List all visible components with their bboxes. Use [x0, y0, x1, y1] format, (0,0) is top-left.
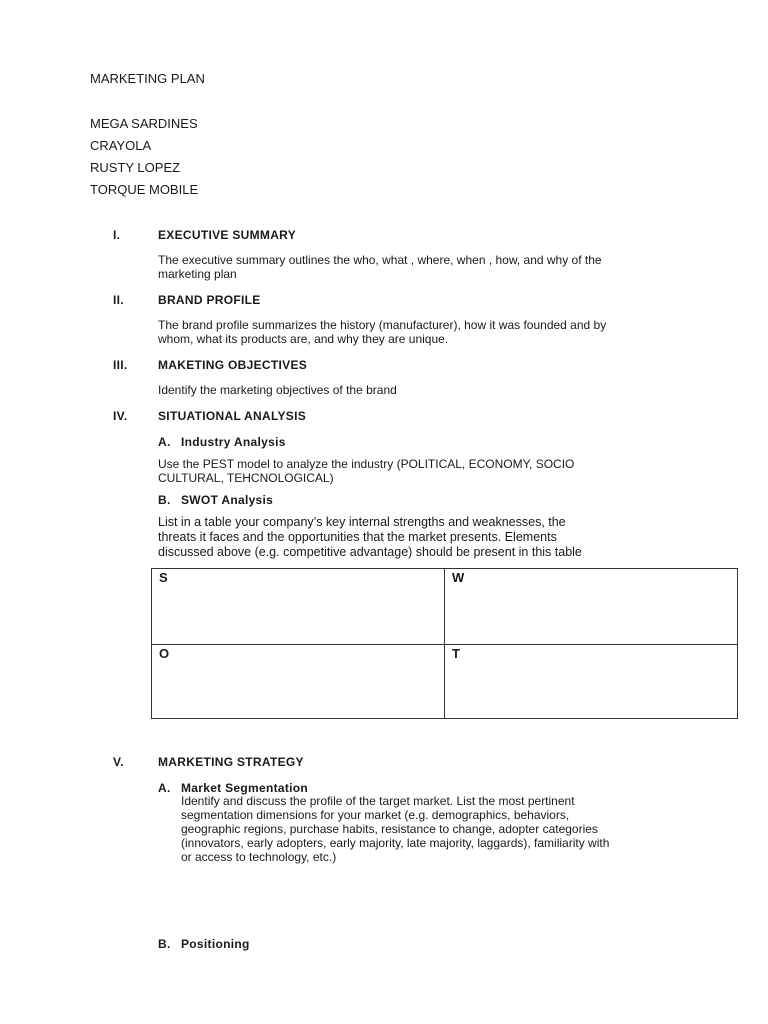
brand-name: TORQUE MOBILE	[90, 182, 199, 197]
section-body-line: marketing plan	[158, 267, 237, 281]
subsection-body-line: Use the PEST model to analyze the industry (POLITICAL, ECONOMY, SOCIO	[158, 457, 575, 471]
subsection-body-line: Identify and discuss the profile of the target market. List the most pertinent	[181, 794, 575, 808]
subsection-heading: SWOT Analysis	[181, 493, 274, 507]
subsection-body-line: geographic regions, purchase habits, resistance to change, adopter categories	[181, 822, 598, 836]
subsection-label: A.	[158, 781, 171, 795]
section-body-line: The brand profile summarizes the history (manufacturer), how it was founded and by	[158, 318, 607, 332]
subsection-body-line: discussed above (e.g. competitive advantage) should be present in this table	[158, 545, 582, 559]
subsection-label: B.	[158, 937, 171, 951]
brand-name: CRAYOLA	[90, 138, 152, 153]
swot-threats-label: T	[452, 646, 460, 661]
section-heading: MAKETING OBJECTIVES	[158, 358, 308, 372]
subsection-body-line: (innovators, early adopters, early majority, late majority, laggards), familiarity with	[181, 836, 610, 850]
swot-weaknesses-label: W	[452, 570, 465, 585]
swot-table	[151, 568, 738, 719]
brand-name: RUSTY LOPEZ	[90, 160, 181, 175]
section-heading: EXECUTIVE SUMMARY	[158, 228, 297, 242]
subsection-body-line: threats it faces and the opportunities that the market presents. Elements	[158, 530, 557, 544]
subsection-body-line: CULTURAL, TEHCNOLOGICAL)	[158, 471, 334, 485]
section-heading: MARKETING STRATEGY	[158, 755, 304, 769]
subsection-heading: Industry Analysis	[181, 435, 286, 449]
table-divider	[152, 644, 737, 645]
section-number: III.	[113, 358, 128, 372]
document-title: MARKETING PLAN	[90, 71, 205, 86]
section-number: IV.	[113, 409, 128, 423]
section-number: II.	[113, 293, 124, 307]
subsection-body-line: List in a table your company’s key internal strengths and weaknesses, the	[158, 515, 566, 529]
section-body-line: Identify the marketing objectives of the brand	[158, 383, 397, 397]
subsection-body-line: or access to technology, etc.)	[181, 850, 337, 864]
section-number: I.	[113, 228, 121, 242]
subsection-label: B.	[158, 493, 171, 507]
section-body-line: The executive summary outlines the who, what , where, when , how, and why of the	[158, 253, 602, 267]
subsection-body-line: segmentation dimensions for your market (e.g. demographics, behaviors,	[181, 808, 570, 822]
section-body-line: whom, what its products are, and why they are unique.	[158, 332, 449, 346]
swot-strengths-label: S	[159, 570, 168, 585]
subsection-heading: Positioning	[181, 937, 250, 951]
section-heading: SITUATIONAL ANALYSIS	[158, 409, 307, 423]
section-number: V.	[113, 755, 124, 769]
subsection-heading: Market Segmentation	[181, 781, 309, 795]
swot-opportunities-label: O	[159, 646, 170, 661]
section-heading: BRAND PROFILE	[158, 293, 261, 307]
subsection-label: A.	[158, 435, 171, 449]
brand-name: MEGA SARDINES	[90, 116, 198, 131]
